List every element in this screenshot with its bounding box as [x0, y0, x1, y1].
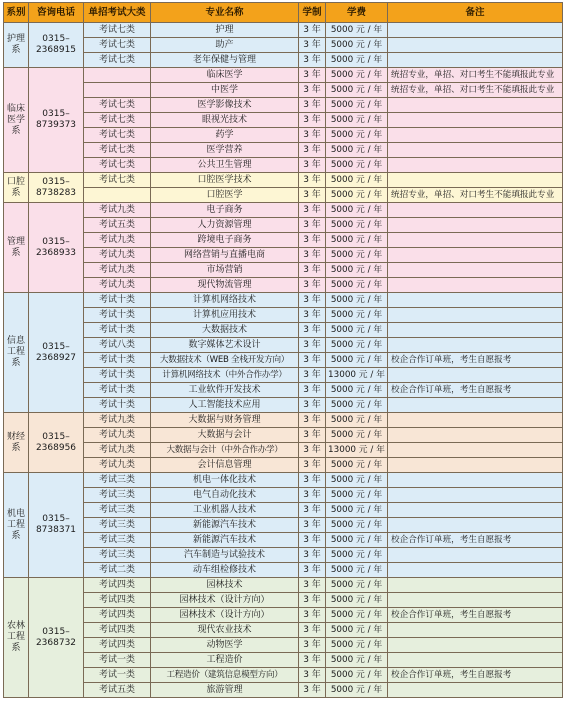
header-years: 学制 — [299, 3, 326, 23]
exam-category-cell: 考试九类 — [84, 233, 151, 248]
major-cell: 电气自动化技术 — [151, 488, 299, 503]
years-cell: 3 年 — [299, 563, 326, 578]
exam-category-cell: 考试九类 — [84, 278, 151, 293]
note-cell — [388, 233, 563, 248]
major-cell: 工程造价 — [151, 653, 299, 668]
major-cell: 老年保健与管理 — [151, 53, 299, 68]
fee-cell: 5000 元 / 年 — [326, 188, 388, 203]
fee-cell: 5000 元 / 年 — [326, 248, 388, 263]
table-body — [4, 23, 563, 698]
fee-cell: 5000 元 / 年 — [326, 638, 388, 653]
exam-category-cell: 考试十类 — [84, 308, 151, 323]
major-cell: 计算机网络技术 — [151, 293, 299, 308]
table-row — [4, 68, 563, 83]
years-cell: 3 年 — [299, 353, 326, 368]
exam-category-cell: 考试三类 — [84, 548, 151, 563]
years-cell: 3 年 — [299, 533, 326, 548]
note-cell — [388, 578, 563, 593]
table-row — [4, 368, 563, 383]
table-row — [4, 488, 563, 503]
years-cell: 3 年 — [299, 683, 326, 698]
major-cell: 口腔医学技术 — [151, 173, 299, 188]
header-phone: 咨询电话 — [29, 3, 84, 23]
major-cell: 计算机网络技术（中外合作办学） — [151, 368, 299, 383]
fee-cell: 5000 元 / 年 — [326, 578, 388, 593]
fee-cell: 5000 元 / 年 — [326, 608, 388, 623]
table-row — [4, 653, 563, 668]
major-cell: 工业机器人技术 — [151, 503, 299, 518]
table-row — [4, 278, 563, 293]
years-cell: 3 年 — [299, 593, 326, 608]
exam-category-cell: 考试九类 — [84, 248, 151, 263]
note-cell — [388, 398, 563, 413]
exam-category-cell: 考试七类 — [84, 128, 151, 143]
fee-cell: 5000 元 / 年 — [326, 398, 388, 413]
note-cell — [388, 53, 563, 68]
dept-cell: 口腔系 — [4, 173, 29, 203]
note-cell — [388, 443, 563, 458]
table-row — [4, 593, 563, 608]
note-cell: 校企合作订单班，考生自愿报考 — [388, 668, 563, 683]
table-row — [4, 218, 563, 233]
fee-cell: 5000 元 / 年 — [326, 533, 388, 548]
table-row — [4, 293, 563, 308]
table-row — [4, 248, 563, 263]
fee-cell: 5000 元 / 年 — [326, 473, 388, 488]
table-row — [4, 398, 563, 413]
exam-category-cell: 考试三类 — [84, 503, 151, 518]
phone-cell: 0315–2368927 — [29, 293, 84, 413]
fee-cell: 5000 元 / 年 — [326, 218, 388, 233]
exam-category-cell: 考试十类 — [84, 398, 151, 413]
fee-cell: 5000 元 / 年 — [326, 668, 388, 683]
note-cell — [388, 548, 563, 563]
years-cell: 3 年 — [299, 83, 326, 98]
note-cell — [388, 308, 563, 323]
note-cell — [388, 368, 563, 383]
years-cell: 3 年 — [299, 623, 326, 638]
fee-cell: 5000 元 / 年 — [326, 548, 388, 563]
fee-cell: 5000 元 / 年 — [326, 113, 388, 128]
table-row — [4, 548, 563, 563]
table-row — [4, 668, 563, 683]
fee-cell: 5000 元 / 年 — [326, 683, 388, 698]
exam-category-cell — [84, 83, 151, 98]
major-cell: 人工智能技术应用 — [151, 398, 299, 413]
table-row — [4, 353, 563, 368]
table-row — [4, 308, 563, 323]
table-row — [4, 158, 563, 173]
note-cell — [388, 683, 563, 698]
fee-cell: 5000 元 / 年 — [326, 53, 388, 68]
fee-cell: 5000 元 / 年 — [326, 68, 388, 83]
exam-category-cell: 考试十类 — [84, 293, 151, 308]
major-cell: 工业软件开发技术 — [151, 383, 299, 398]
table-row — [4, 458, 563, 473]
table-row — [4, 563, 563, 578]
exam-category-cell: 考试七类 — [84, 173, 151, 188]
major-cell: 新能源汽车技术 — [151, 533, 299, 548]
major-cell: 动车组检修技术 — [151, 563, 299, 578]
fee-cell: 5000 元 / 年 — [326, 383, 388, 398]
exam-category-cell: 考试三类 — [84, 488, 151, 503]
header-fee: 学费 — [326, 3, 388, 23]
note-cell — [388, 23, 563, 38]
table-row — [4, 683, 563, 698]
fee-cell: 5000 元 / 年 — [326, 428, 388, 443]
exam-category-cell: 考试八类 — [84, 338, 151, 353]
years-cell: 3 年 — [299, 383, 326, 398]
note-cell — [388, 203, 563, 218]
years-cell: 3 年 — [299, 413, 326, 428]
note-cell — [388, 413, 563, 428]
note-cell — [388, 128, 563, 143]
note-cell — [388, 488, 563, 503]
note-cell — [388, 143, 563, 158]
note-cell: 统招专业，单招、对口考生不能填报此专业 — [388, 68, 563, 83]
years-cell: 3 年 — [299, 263, 326, 278]
table-row — [4, 53, 563, 68]
major-cell: 工程造价（建筑信息模型方向） — [151, 668, 299, 683]
exam-category-cell: 考试四类 — [84, 608, 151, 623]
years-cell: 3 年 — [299, 68, 326, 83]
years-cell: 3 年 — [299, 398, 326, 413]
fee-cell: 5000 元 / 年 — [326, 38, 388, 53]
table-row — [4, 128, 563, 143]
fee-cell: 5000 元 / 年 — [326, 278, 388, 293]
exam-category-cell: 考试三类 — [84, 473, 151, 488]
note-cell — [388, 278, 563, 293]
table-row — [4, 338, 563, 353]
exam-category-cell: 考试四类 — [84, 578, 151, 593]
fee-cell: 5000 元 / 年 — [326, 263, 388, 278]
exam-category-cell: 考试三类 — [84, 518, 151, 533]
exam-category-cell: 考试九类 — [84, 413, 151, 428]
exam-category-cell: 考试十类 — [84, 353, 151, 368]
years-cell: 3 年 — [299, 278, 326, 293]
fee-cell: 5000 元 / 年 — [326, 98, 388, 113]
exam-category-cell: 考试四类 — [84, 623, 151, 638]
exam-category-cell: 考试二类 — [84, 563, 151, 578]
major-cell: 现代物流管理 — [151, 278, 299, 293]
phone-cell: 0315–8738371 — [29, 473, 84, 578]
major-cell: 园林技术 — [151, 578, 299, 593]
note-cell — [388, 158, 563, 173]
fee-cell: 5000 元 / 年 — [326, 233, 388, 248]
fee-cell: 5000 元 / 年 — [326, 458, 388, 473]
exam-category-cell: 考试七类 — [84, 53, 151, 68]
years-cell: 3 年 — [299, 503, 326, 518]
table-row — [4, 173, 563, 188]
header-row — [4, 3, 563, 23]
exam-category-cell — [84, 188, 151, 203]
exam-category-cell: 考试七类 — [84, 143, 151, 158]
fee-cell: 5000 元 / 年 — [326, 593, 388, 608]
fee-cell: 13000 元 / 年 — [326, 368, 388, 383]
dept-cell: 护理系 — [4, 23, 29, 68]
fee-cell: 5000 元 / 年 — [326, 128, 388, 143]
major-cell: 旅游管理 — [151, 683, 299, 698]
fee-cell: 5000 元 / 年 — [326, 518, 388, 533]
major-cell: 助产 — [151, 38, 299, 53]
exam-category-cell: 考试十类 — [84, 323, 151, 338]
major-cell: 园林技术（设计方向） — [151, 608, 299, 623]
years-cell: 3 年 — [299, 143, 326, 158]
fee-cell: 5000 元 / 年 — [326, 503, 388, 518]
exam-category-cell: 考试五类 — [84, 218, 151, 233]
note-cell — [388, 473, 563, 488]
dept-cell: 信息工程系 — [4, 293, 29, 413]
fee-cell: 5000 元 / 年 — [326, 488, 388, 503]
table-row — [4, 413, 563, 428]
note-cell: 统招专业，单招、对口考生不能填报此专业 — [388, 188, 563, 203]
years-cell: 3 年 — [299, 308, 326, 323]
major-cell: 汽车制造与试验技术 — [151, 548, 299, 563]
table-row — [4, 113, 563, 128]
exam-category-cell: 考试四类 — [84, 638, 151, 653]
table-row — [4, 203, 563, 218]
major-cell: 临床医学 — [151, 68, 299, 83]
fee-cell: 5000 元 / 年 — [326, 158, 388, 173]
table-row — [4, 233, 563, 248]
major-cell: 新能源汽车技术 — [151, 518, 299, 533]
exam-category-cell: 考试七类 — [84, 98, 151, 113]
table-row — [4, 428, 563, 443]
dept-cell: 农林工程系 — [4, 578, 29, 698]
major-cell: 眼视光技术 — [151, 113, 299, 128]
table-row — [4, 578, 563, 593]
exam-category-cell: 考试十类 — [84, 368, 151, 383]
major-cell: 市场营销 — [151, 263, 299, 278]
years-cell: 3 年 — [299, 293, 326, 308]
major-cell: 人力资源管理 — [151, 218, 299, 233]
fee-cell: 5000 元 / 年 — [326, 23, 388, 38]
exam-category-cell: 考试七类 — [84, 23, 151, 38]
phone-cell: 0315–8738283 — [29, 173, 84, 203]
major-cell: 园林技术（设计方向） — [151, 593, 299, 608]
major-cell: 医学营养 — [151, 143, 299, 158]
table-row — [4, 98, 563, 113]
note-cell — [388, 248, 563, 263]
years-cell: 3 年 — [299, 233, 326, 248]
phone-cell: 0315–8739373 — [29, 68, 84, 173]
major-cell: 大数据与会计（中外合作办学） — [151, 443, 299, 458]
exam-category-cell: 考试四类 — [84, 593, 151, 608]
years-cell: 3 年 — [299, 188, 326, 203]
header-note: 备注 — [388, 3, 563, 23]
note-cell — [388, 98, 563, 113]
major-cell: 计算机应用技术 — [151, 308, 299, 323]
fee-cell: 5000 元 / 年 — [326, 413, 388, 428]
note-cell — [388, 428, 563, 443]
fee-cell: 5000 元 / 年 — [326, 653, 388, 668]
exam-category-cell: 考试九类 — [84, 458, 151, 473]
major-cell: 跨境电子商务 — [151, 233, 299, 248]
table-row — [4, 188, 563, 203]
exam-category-cell: 考试五类 — [84, 683, 151, 698]
fee-cell: 5000 元 / 年 — [326, 323, 388, 338]
fee-cell: 5000 元 / 年 — [326, 203, 388, 218]
note-cell — [388, 38, 563, 53]
major-cell: 现代农业技术 — [151, 623, 299, 638]
table-row — [4, 83, 563, 98]
note-cell: 校企合作订单班，考生自愿报考 — [388, 608, 563, 623]
note-cell: 校企合作订单班，考生自愿报考 — [388, 533, 563, 548]
header-dept: 系别 — [4, 3, 29, 23]
dept-cell: 财经系 — [4, 413, 29, 473]
note-cell — [388, 653, 563, 668]
exam-category-cell: 考试七类 — [84, 113, 151, 128]
header-major: 专业名称 — [151, 3, 299, 23]
years-cell: 3 年 — [299, 323, 326, 338]
note-cell — [388, 623, 563, 638]
years-cell: 3 年 — [299, 128, 326, 143]
table-row — [4, 608, 563, 623]
years-cell: 3 年 — [299, 338, 326, 353]
major-cell: 会计信息管理 — [151, 458, 299, 473]
years-cell: 3 年 — [299, 488, 326, 503]
years-cell: 3 年 — [299, 113, 326, 128]
table-row — [4, 383, 563, 398]
table-header — [4, 3, 563, 23]
major-cell: 大数据技术（WEB 全栈开发方向） — [151, 353, 299, 368]
fee-cell: 13000 元 / 年 — [326, 443, 388, 458]
years-cell: 3 年 — [299, 548, 326, 563]
years-cell: 3 年 — [299, 653, 326, 668]
table-row — [4, 623, 563, 638]
major-cell: 中医学 — [151, 83, 299, 98]
years-cell: 3 年 — [299, 53, 326, 68]
major-cell: 网络营销与直播电商 — [151, 248, 299, 263]
years-cell: 3 年 — [299, 173, 326, 188]
exam-category-cell: 考试九类 — [84, 203, 151, 218]
exam-category-cell: 考试九类 — [84, 443, 151, 458]
table-row — [4, 443, 563, 458]
exam-category-cell: 考试九类 — [84, 428, 151, 443]
fee-cell: 5000 元 / 年 — [326, 293, 388, 308]
note-cell — [388, 323, 563, 338]
dept-cell: 机电工程系 — [4, 473, 29, 578]
exam-category-cell: 考试七类 — [84, 38, 151, 53]
exam-category-cell: 考试三类 — [84, 533, 151, 548]
years-cell: 3 年 — [299, 38, 326, 53]
note-cell — [388, 338, 563, 353]
note-cell — [388, 263, 563, 278]
years-cell: 3 年 — [299, 428, 326, 443]
table-row — [4, 518, 563, 533]
years-cell: 3 年 — [299, 458, 326, 473]
years-cell: 3 年 — [299, 158, 326, 173]
phone-cell: 0315–2368915 — [29, 23, 84, 68]
major-cell: 大数据与财务管理 — [151, 413, 299, 428]
table-row — [4, 23, 563, 38]
table-row — [4, 38, 563, 53]
phone-cell: 0315–2368933 — [29, 203, 84, 293]
table-row — [4, 473, 563, 488]
years-cell: 3 年 — [299, 578, 326, 593]
major-cell: 医学影像技术 — [151, 98, 299, 113]
note-cell — [388, 113, 563, 128]
major-cell: 电子商务 — [151, 203, 299, 218]
years-cell: 3 年 — [299, 608, 326, 623]
table-row — [4, 323, 563, 338]
years-cell: 3 年 — [299, 518, 326, 533]
exam-category-cell: 考试七类 — [84, 158, 151, 173]
years-cell: 3 年 — [299, 368, 326, 383]
exam-category-cell: 考试九类 — [84, 263, 151, 278]
years-cell: 3 年 — [299, 23, 326, 38]
major-cell: 大数据技术 — [151, 323, 299, 338]
years-cell: 3 年 — [299, 203, 326, 218]
fee-cell: 5000 元 / 年 — [326, 83, 388, 98]
note-cell — [388, 458, 563, 473]
table-row — [4, 143, 563, 158]
fee-cell: 5000 元 / 年 — [326, 623, 388, 638]
years-cell: 3 年 — [299, 98, 326, 113]
table-row — [4, 533, 563, 548]
fee-cell: 5000 元 / 年 — [326, 173, 388, 188]
exam-category-cell: 考试一类 — [84, 668, 151, 683]
years-cell: 3 年 — [299, 218, 326, 233]
years-cell: 3 年 — [299, 473, 326, 488]
years-cell: 3 年 — [299, 668, 326, 683]
major-cell: 大数据与会计 — [151, 428, 299, 443]
fee-cell: 5000 元 / 年 — [326, 308, 388, 323]
major-cell: 公共卫生管理 — [151, 158, 299, 173]
exam-category-cell — [84, 68, 151, 83]
table-row — [4, 503, 563, 518]
note-cell: 校企合作订单班，考生自愿报考 — [388, 383, 563, 398]
dept-cell: 管理系 — [4, 203, 29, 293]
exam-category-cell: 考试十类 — [84, 383, 151, 398]
note-cell — [388, 518, 563, 533]
admissions-table-wrapper — [3, 2, 563, 698]
note-cell — [388, 218, 563, 233]
note-cell — [388, 593, 563, 608]
table-row — [4, 638, 563, 653]
dept-cell: 临床医学系 — [4, 68, 29, 173]
note-cell — [388, 638, 563, 653]
fee-cell: 5000 元 / 年 — [326, 143, 388, 158]
note-cell — [388, 563, 563, 578]
major-cell: 动物医学 — [151, 638, 299, 653]
fee-cell: 5000 元 / 年 — [326, 338, 388, 353]
major-cell: 机电一体化技术 — [151, 473, 299, 488]
major-cell: 护理 — [151, 23, 299, 38]
years-cell: 3 年 — [299, 443, 326, 458]
admissions-table — [3, 2, 563, 698]
major-cell: 口腔医学 — [151, 188, 299, 203]
phone-cell: 0315–2368956 — [29, 413, 84, 473]
note-cell — [388, 503, 563, 518]
phone-cell: 0315–2368732 — [29, 578, 84, 698]
note-cell — [388, 173, 563, 188]
fee-cell: 5000 元 / 年 — [326, 353, 388, 368]
major-cell: 药学 — [151, 128, 299, 143]
years-cell: 3 年 — [299, 248, 326, 263]
table-row — [4, 263, 563, 278]
exam-category-cell: 考试一类 — [84, 653, 151, 668]
note-cell — [388, 293, 563, 308]
note-cell: 统招专业，单招、对口考生不能填报此专业 — [388, 83, 563, 98]
note-cell: 校企合作订单班，考生自愿报考 — [388, 353, 563, 368]
header-category: 单招考试大类 — [84, 3, 151, 23]
major-cell: 数字媒体艺术设计 — [151, 338, 299, 353]
years-cell: 3 年 — [299, 638, 326, 653]
fee-cell: 5000 元 / 年 — [326, 563, 388, 578]
